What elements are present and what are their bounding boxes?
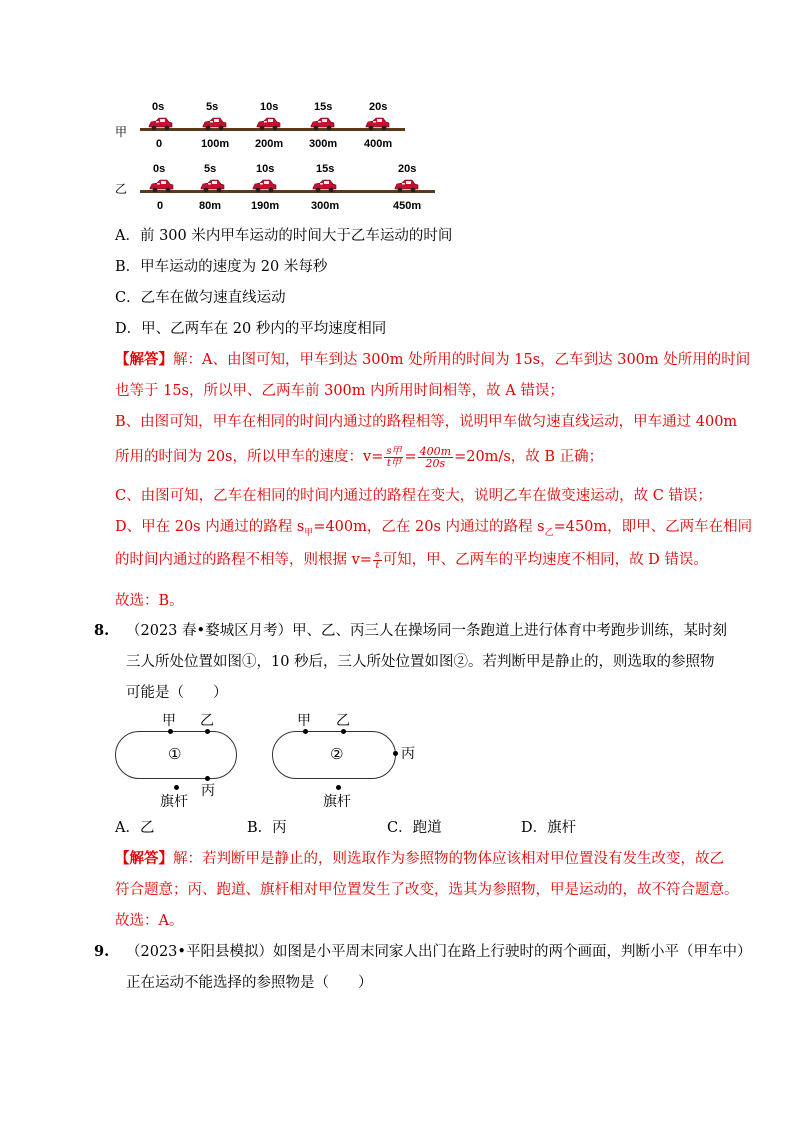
q7-b-post: =20m/s，故 B 正确； bbox=[454, 449, 604, 465]
label-jia-2: 甲 bbox=[297, 713, 311, 729]
label-jia-1: 甲 bbox=[162, 713, 176, 729]
q7-option-c: C．乙车在做匀速直线运动 bbox=[115, 290, 286, 306]
subscript-jia: 甲 bbox=[304, 527, 314, 538]
yi-distance-label: 0 bbox=[157, 200, 164, 212]
fraction-400m-over-20s bbox=[418, 446, 453, 469]
frac1-bottom: t甲 bbox=[386, 457, 401, 469]
q7-option-a: A．前 300 米内甲车运动的时间大于乙车运动的时间 bbox=[115, 228, 453, 244]
q8-option-d: D．旗杆 bbox=[521, 820, 577, 836]
label-flagpole-1: 旗杆 bbox=[160, 794, 188, 810]
q8-number: 8. bbox=[94, 622, 110, 639]
yi-car-icon bbox=[148, 178, 174, 192]
q7-answer-line-3: B、由图可知，甲车在相同的时间内通过的路程相等，说明甲车做匀速直线运动，甲车通过 400m bbox=[115, 414, 738, 430]
q9-line-1 bbox=[126, 942, 751, 962]
label-bing-2: 丙 bbox=[401, 746, 415, 762]
q7-answer-line-1 bbox=[115, 350, 750, 370]
label-yi-1: 乙 bbox=[200, 713, 214, 729]
fraction-s-over-t bbox=[384, 446, 403, 469]
yi-car-icon bbox=[311, 178, 337, 192]
q7-answer-line-6 bbox=[115, 517, 752, 543]
q9-line-2: 正在运动不能选择的参照物是（ ） bbox=[126, 975, 373, 991]
yi-car-icon bbox=[393, 178, 419, 192]
frac3-bottom: t bbox=[375, 560, 380, 571]
yi-distance-label: 80m bbox=[199, 200, 222, 212]
q7-option-b: B．甲车运动的速度为 20 米每秒 bbox=[115, 259, 328, 275]
frac2-bottom: 20s bbox=[425, 456, 446, 470]
label-bing-1: 丙 bbox=[201, 783, 215, 799]
q7-answer-line-5: C、由图可知，乙车在相同的时间内通过的路程在变大，说明乙车在做变速运动，故 C 错误； bbox=[115, 488, 712, 504]
jia-distance-label: 400m bbox=[364, 138, 393, 150]
q8-text-1: 甲、乙、丙三人在操场同一条跑道上进行体育中考跑步训练，某时刻 bbox=[292, 623, 728, 639]
yi-distance-label: 300m bbox=[311, 200, 340, 212]
yi-time-label: 15s bbox=[316, 163, 335, 175]
subscript-yi: 乙 bbox=[544, 527, 554, 538]
q8-answer-text-1: 解：若判断甲是静止的，则选取作为参照物的物体应该相对甲位置没有发生改变，故乙 bbox=[173, 851, 724, 867]
jia-distance-label: 100m bbox=[201, 138, 230, 150]
q7-d-post: =450m，即甲、乙两车在相同 bbox=[553, 519, 753, 535]
runner-bing-dot-2 bbox=[393, 751, 398, 756]
jia-car-icon bbox=[147, 116, 173, 130]
jia-time-label: 10s bbox=[260, 101, 279, 113]
q9-source: （2023•平阳县模拟） bbox=[126, 944, 273, 960]
q7-option-d: D．甲、乙两车在 20 秒内的平均速度相同 bbox=[115, 321, 387, 337]
q8-line-1 bbox=[126, 621, 727, 641]
label-yi-2: 乙 bbox=[336, 713, 350, 729]
row-label-jia: 甲 bbox=[115, 125, 128, 139]
q7-d-mid: =400m，乙在 20s 内通过的路程 s bbox=[313, 519, 545, 535]
frac3-top: s bbox=[374, 549, 380, 560]
yi-time-label: 10s bbox=[256, 163, 275, 175]
flagpole-dot-1 bbox=[174, 785, 179, 790]
answer-tag: 【解答】 bbox=[115, 351, 173, 368]
fig1-number: ① bbox=[168, 745, 182, 763]
label-flagpole-2: 旗杆 bbox=[323, 794, 351, 810]
yi-distance-label: 450m bbox=[393, 200, 422, 212]
jia-distance-label: 200m bbox=[255, 138, 284, 150]
q8-option-c: C．跑道 bbox=[387, 820, 442, 836]
jia-time-label: 15s bbox=[314, 101, 333, 113]
frac2-top: 400m bbox=[419, 444, 452, 458]
q7-answer-line-4 bbox=[115, 442, 603, 472]
q7-b-pre: 所用的时间为 20s，所以甲车的速度：v= bbox=[115, 449, 384, 465]
jia-distance-label: 300m bbox=[309, 138, 338, 150]
jia-car-icon bbox=[201, 116, 227, 130]
yi-time-label: 20s bbox=[398, 163, 417, 175]
fraction-s-over-t-2 bbox=[373, 550, 382, 571]
frac1-top: s甲 bbox=[386, 445, 402, 457]
yi-car-icon bbox=[199, 178, 225, 192]
jia-car-icon bbox=[364, 116, 390, 130]
jia-time-label: 5s bbox=[206, 101, 219, 113]
jia-time-label: 0s bbox=[152, 101, 165, 113]
q8-line-3: 可能是（ ） bbox=[126, 685, 228, 701]
q7-answer-line-7 bbox=[115, 545, 708, 575]
row-label-yi: 乙 bbox=[115, 182, 128, 196]
q8-answer-line-1 bbox=[115, 849, 724, 869]
q7-d-line2-post: 可知，甲、乙两车的平均速度不相同，故 D 错误。 bbox=[382, 552, 708, 568]
q7-conclusion: 故选：B。 bbox=[115, 593, 184, 609]
road-yi bbox=[140, 190, 435, 193]
q9-number: 9. bbox=[94, 943, 110, 960]
q9-text-1: 如图是小平周末同家人出门在路上行驶时的两个画面，判断小平（甲车中） bbox=[272, 944, 752, 960]
q7-answer-text-1: 解：A、由图可知，甲车到达 300m 处所用的时间为 15s，乙车到达 300m 处所用的时间 bbox=[173, 352, 751, 368]
fig2-number: ② bbox=[330, 745, 344, 763]
answer-tag-q8: 【解答】 bbox=[115, 850, 173, 867]
jia-time-label: 20s bbox=[369, 101, 388, 113]
q8-option-a: A．乙 bbox=[115, 820, 155, 836]
equals-sign: = bbox=[404, 449, 417, 465]
q7-d-line2-pre: 的时间内通过的路程不相等，则根据 v= bbox=[115, 552, 372, 568]
q8-option-b: B．丙 bbox=[247, 820, 287, 836]
q8-answer-line-2: 符合题意；丙、跑道、旗杆相对甲位置发生了改变，选其为参照物，甲是运动的，故不符合题意。 bbox=[115, 882, 739, 898]
q8-source: （2023 春•婺城区月考） bbox=[126, 623, 293, 639]
q7-d-pre: D、甲在 20s 内通过的路程 s bbox=[115, 519, 305, 535]
q8-conclusion: 故选：A。 bbox=[115, 913, 184, 929]
jia-distance-label: 0 bbox=[156, 138, 163, 150]
yi-time-label: 0s bbox=[153, 163, 166, 175]
q7-answer-line-2: 也等于 15s，所以甲、乙两车前 300m 内所用时间相等，故 A 错误； bbox=[115, 383, 564, 399]
flagpole-dot-2 bbox=[336, 785, 341, 790]
jia-car-icon bbox=[309, 116, 335, 130]
yi-distance-label: 190m bbox=[251, 200, 280, 212]
yi-car-icon bbox=[251, 178, 277, 192]
jia-car-icon bbox=[255, 116, 281, 130]
q8-line-2: 三人所处位置如图①，10 秒后，三人所处位置如图②。若判断甲是静止的，则选取的参照物 bbox=[126, 654, 715, 670]
yi-time-label: 5s bbox=[204, 163, 217, 175]
